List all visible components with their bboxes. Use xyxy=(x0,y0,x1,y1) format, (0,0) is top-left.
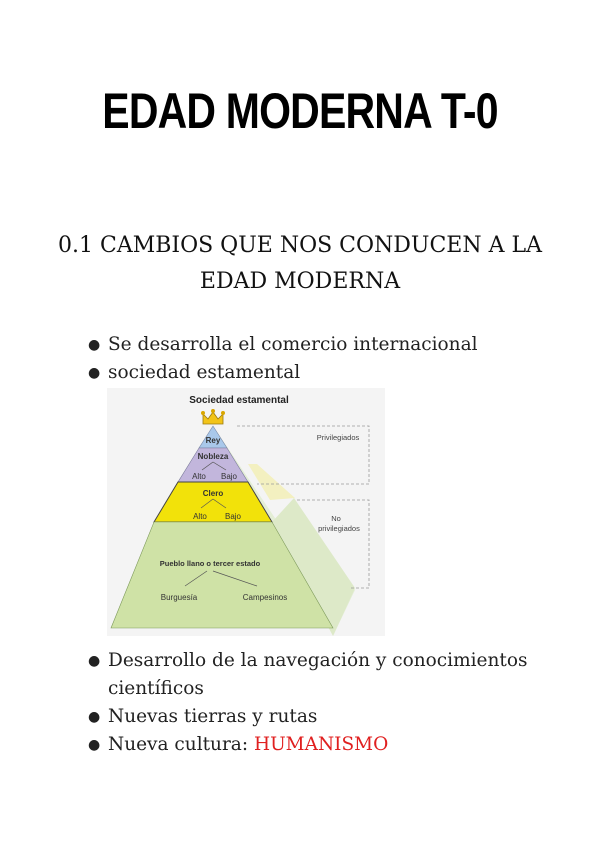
section-heading: 0.1 CAMBIOS QUE NOS CONDUCEN A LA EDAD MODERNA xyxy=(58,233,542,294)
list-item xyxy=(88,703,548,731)
list-item-text: sociedad estamental xyxy=(108,362,301,383)
label-nobleza: Nobleza xyxy=(197,452,229,461)
page-title: EDAD MODERNA T-0 xyxy=(102,83,498,139)
sociedad-estamental-diagram xyxy=(107,388,385,636)
bullet-dot-icon: ● xyxy=(88,365,101,381)
label-rey: Rey xyxy=(205,436,221,445)
label-clero-alto: Alto xyxy=(193,512,207,521)
label-no-privilegiados-2: privilegiados xyxy=(318,524,360,533)
list-item xyxy=(88,647,548,703)
bullet-dot-icon: ● xyxy=(88,653,101,669)
label-nobleza-alto: Alto xyxy=(192,472,206,481)
diagram-title: Sociedad estamental xyxy=(189,395,289,406)
list-item-text: Nuevas tierras y rutas xyxy=(108,706,318,727)
list-item xyxy=(88,359,548,387)
label-pueblo: Pueblo llano o tercer estado xyxy=(159,559,261,568)
bullet-dot-icon: ● xyxy=(88,337,101,353)
label-clero: Clero xyxy=(202,489,224,498)
label-burguesia: Burguesía xyxy=(160,593,198,602)
list-item xyxy=(88,731,548,759)
label-no-privilegiados-1: No xyxy=(331,514,341,523)
list-item-text: Se desarrolla el comercio internacional xyxy=(108,334,478,355)
label-campesinos: Campesinos xyxy=(242,593,288,602)
bullet-list-top xyxy=(88,331,548,387)
label-privilegiados: Privilegiados xyxy=(316,433,360,442)
label-clero-bajo: Bajo xyxy=(224,512,242,521)
bullet-dot-icon: ● xyxy=(88,709,101,725)
bullet-dot-icon: ● xyxy=(88,737,101,753)
humanismo-highlight: HUMANISMO xyxy=(253,734,389,755)
bullet-list-bottom xyxy=(88,647,548,759)
list-item xyxy=(88,331,548,359)
list-item-text: Desarrollo de la navegación y conocimientos científicos xyxy=(108,650,528,699)
label-nobleza-bajo: Bajo xyxy=(220,472,238,481)
list-item-text: Nueva cultura: xyxy=(108,734,254,755)
